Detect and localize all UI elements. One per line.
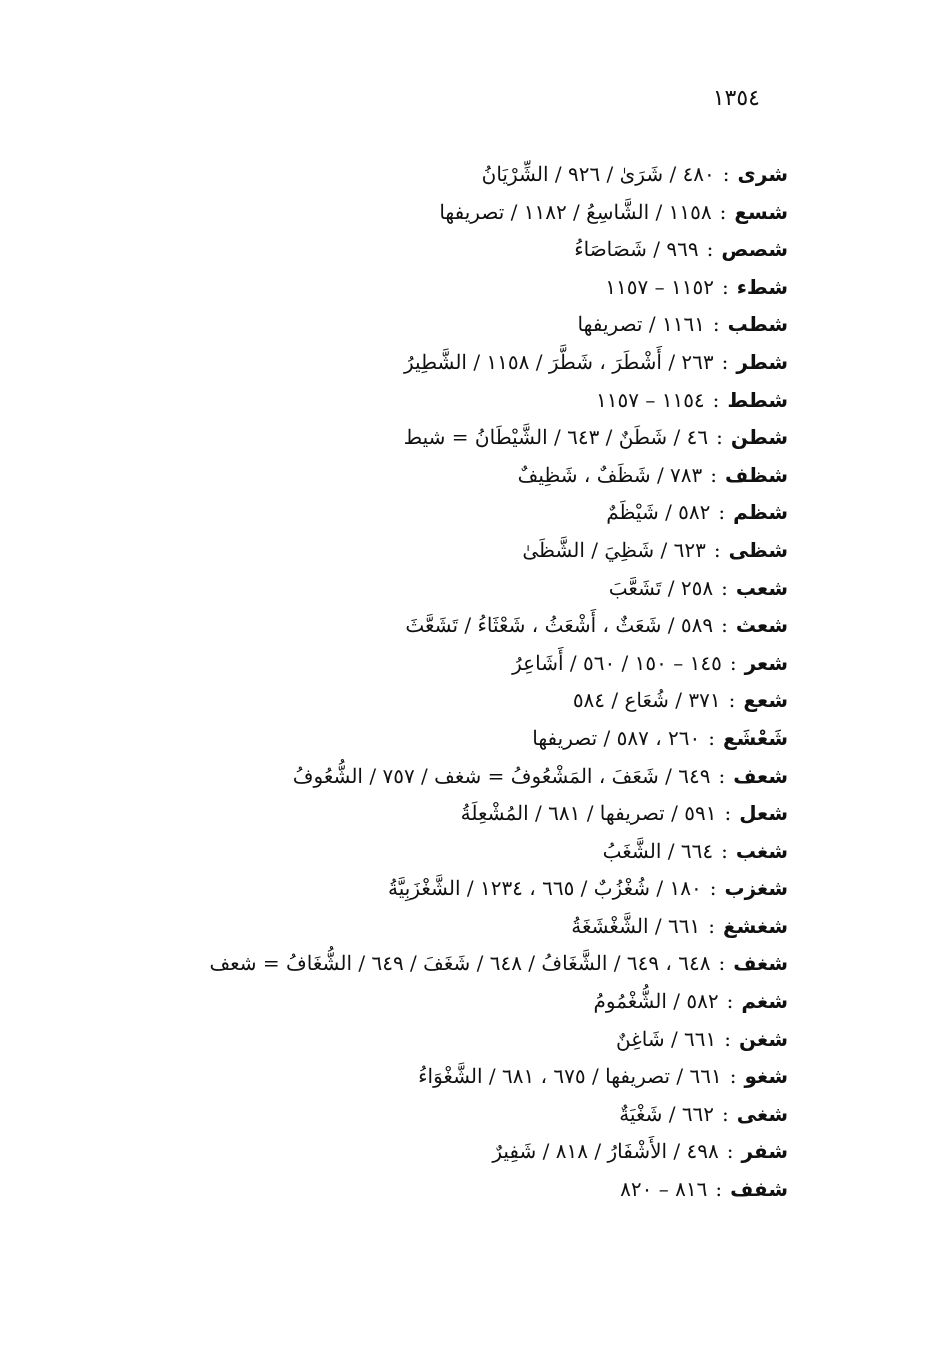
index-entry [0, 231, 940, 269]
entry-separator: : [721, 613, 728, 638]
index-entry [0, 870, 940, 908]
entry-separator: : [709, 876, 717, 901]
entry-references: ٥٨٢ / الشُّغْمُومُ [593, 989, 719, 1014]
entry-references: ٤٨٠ / شَرَىٰ / ٩٢٦ / الشِّرْيَانُ [481, 162, 715, 186]
entry-root-word: شغن [739, 1026, 788, 1051]
entry-root-word: شَعْشَع [723, 725, 788, 750]
entry-separator: : [724, 801, 732, 826]
index-entry [0, 457, 940, 495]
index-entry [0, 382, 940, 420]
entry-references: ٦٦١ / تصريفها / ٦٧٥ ، ٦٨١ / الشَّغْوَاءُ [418, 1064, 722, 1089]
index-entry [0, 1096, 940, 1134]
entry-separator: : [718, 763, 726, 788]
entry-root-word: شعر [744, 650, 788, 675]
entry-separator: : [724, 1026, 732, 1051]
index-entry [0, 570, 940, 608]
entry-references: ٢٥٨ / تَشَعَّبَ [608, 575, 714, 600]
entry-references: ١١٥٤ – ١١٥٧ [596, 387, 705, 412]
entry-separator: : [721, 838, 728, 863]
entry-separator: : [722, 162, 730, 186]
entry-root-word: شغو [744, 1064, 788, 1089]
entry-references: ٤٦ / شَطَنٌ / ٦٤٣ / الشَّيْطَانُ = شيط [403, 425, 709, 450]
entry-references: ٧٨٣ / شَظَفٌ ، شَظِيفٌ [517, 462, 703, 487]
entry-references: ٩٦٩ / شَصَاصَاءُ [574, 237, 699, 262]
entry-references: ٥٨٩ / شَعَثٌ ، أَشْعَثُ ، شَعْثَاءُ / تَشَعَّثَ [405, 613, 714, 638]
entry-separator: : [718, 951, 726, 976]
entry-references: ٤٩٨ / الأَشْفَارُ / ٨١٨ / شَفِيرٌ [492, 1139, 719, 1164]
entry-root-word: شعث [735, 613, 788, 638]
entry-references: ٥٩١ / تصريفها / ٦٨١ / المُشْعِلَةُ [460, 801, 717, 826]
index-entry [0, 758, 940, 796]
entry-references: ٨١٦ – ٨٢٠ [620, 1177, 708, 1202]
entry-separator: : [706, 237, 714, 262]
entry-root-word: شغب [735, 838, 788, 863]
entry-references: ٦٦١ / الشَّغْشَغَةُ [571, 913, 701, 938]
index-entry [0, 194, 940, 232]
entry-separator: : [726, 989, 734, 1014]
index-entry [0, 344, 940, 382]
index-entries-list [0, 156, 940, 1209]
entry-separator: : [708, 913, 716, 938]
entry-root-word: شظف [725, 462, 788, 487]
entry-references: ٢٦٠ ، ٥٨٧ / تصريفها [532, 725, 701, 750]
entry-root-word: شطء [736, 274, 788, 299]
entry-separator: : [715, 1177, 723, 1202]
entry-references: ١٤٥ – ١٥٠ / ٥٦٠ / أَشَاعِرُ [512, 650, 722, 675]
entry-separator: : [729, 650, 737, 675]
index-entry [0, 720, 940, 758]
entry-references: ١١٥٢ – ١١٥٧ [605, 274, 714, 299]
entry-root-word: شغشغ [723, 913, 788, 938]
entry-references: ٣٧١ / شُعَاع / ٥٨٤ [572, 688, 721, 713]
index-entry [0, 419, 940, 457]
entry-separator: : [721, 349, 729, 374]
index-entry [0, 908, 940, 946]
entry-root-word: شغم [741, 989, 788, 1014]
entry-root-word: شرى [737, 162, 788, 186]
index-entry [0, 532, 940, 570]
entry-root-word: شطن [730, 425, 788, 450]
entry-references: ١٨٠ / شُغْزُبٌ / ٦٦٥ ، ١٢٣٤ / الشَّغْزَبِيَّةُ [388, 876, 702, 901]
index-entry [0, 494, 940, 532]
entry-references: ١١٥٨ / الشَّاسِعُ / ١١٨٢ / تصريفها [439, 199, 712, 224]
entry-separator: : [713, 537, 721, 562]
entry-root-word: شطب [727, 312, 788, 337]
index-entry [0, 269, 940, 307]
entry-references: ٢٦٣ / أَشْطَرَ ، شَطَّرَ / ١١٥٨ / الشَّطِيرُ [404, 349, 714, 374]
entry-separator: : [721, 575, 728, 600]
entry-root-word: شفر [741, 1139, 788, 1164]
index-entry [0, 645, 940, 683]
entry-references: ٦٦١ / شَاغِنٌ [616, 1026, 717, 1051]
entry-separator: : [708, 725, 716, 750]
entry-separator: : [712, 387, 720, 412]
entry-separator: : [710, 462, 718, 487]
entry-root-word: شغف [733, 951, 788, 976]
entry-root-word: شظم [733, 500, 788, 525]
entry-references: ٦٦٢ / شَغْيَةٌ [619, 1101, 715, 1126]
index-entry [0, 795, 940, 833]
entry-references: ٥٨٢ / شَيْظَمٌ [606, 500, 711, 525]
entry-separator: : [719, 199, 727, 224]
entry-root-word: شظى [728, 537, 788, 562]
index-entry [0, 983, 940, 1021]
entry-separator: : [721, 274, 729, 299]
entry-root-word: شصص [721, 237, 788, 262]
index-entry [0, 1171, 940, 1209]
index-entry [0, 945, 940, 983]
entry-separator: : [718, 500, 726, 525]
entry-root-word: شسع [734, 199, 788, 224]
entry-references: ٦٢٣ / شَظِيَ / الشَّظَىٰ [522, 537, 706, 562]
entry-root-word: شطر [736, 349, 788, 374]
entry-root-word: شفف [730, 1177, 788, 1202]
entry-references: ١١٦١ / تصريفها [577, 312, 705, 337]
index-entry [0, 156, 940, 194]
entry-references: ٦٦٤ / الشَّغَبُ [602, 838, 714, 863]
index-entry [0, 1021, 940, 1059]
entry-references: ٦٤٨ ، ٦٤٩ / الشَّغَافُ / ٦٤٨ / شَغَفَ / ٦٤٩ / الشُّغَافُ = شعف [209, 951, 711, 976]
entry-root-word: شطط [727, 387, 788, 412]
index-entry [0, 833, 940, 871]
entry-separator: : [729, 1064, 737, 1089]
entry-separator: : [712, 312, 720, 337]
entry-root-word: شعع [743, 688, 788, 713]
index-entry [0, 607, 940, 645]
index-entry [0, 1133, 940, 1171]
entry-separator: : [716, 425, 723, 450]
entry-root-word: شعب [735, 575, 788, 600]
entry-root-word: شعف [733, 763, 788, 788]
entry-root-word: شعل [739, 801, 788, 826]
entry-root-word: شغزب [724, 876, 788, 901]
index-entry [0, 306, 940, 344]
entry-separator: : [726, 1139, 734, 1164]
entry-separator: : [722, 1101, 729, 1126]
index-entry [0, 682, 940, 720]
entry-separator: : [728, 688, 736, 713]
entry-references: ٦٤٩ / شَعَفَ ، المَشْعُوفُ = شغف / ٧٥٧ / الشُّعُوفُ [292, 763, 711, 788]
entry-root-word: شغى [736, 1101, 788, 1126]
page-number: ١٣٥٤ [712, 86, 760, 111]
index-entry [0, 1058, 940, 1096]
